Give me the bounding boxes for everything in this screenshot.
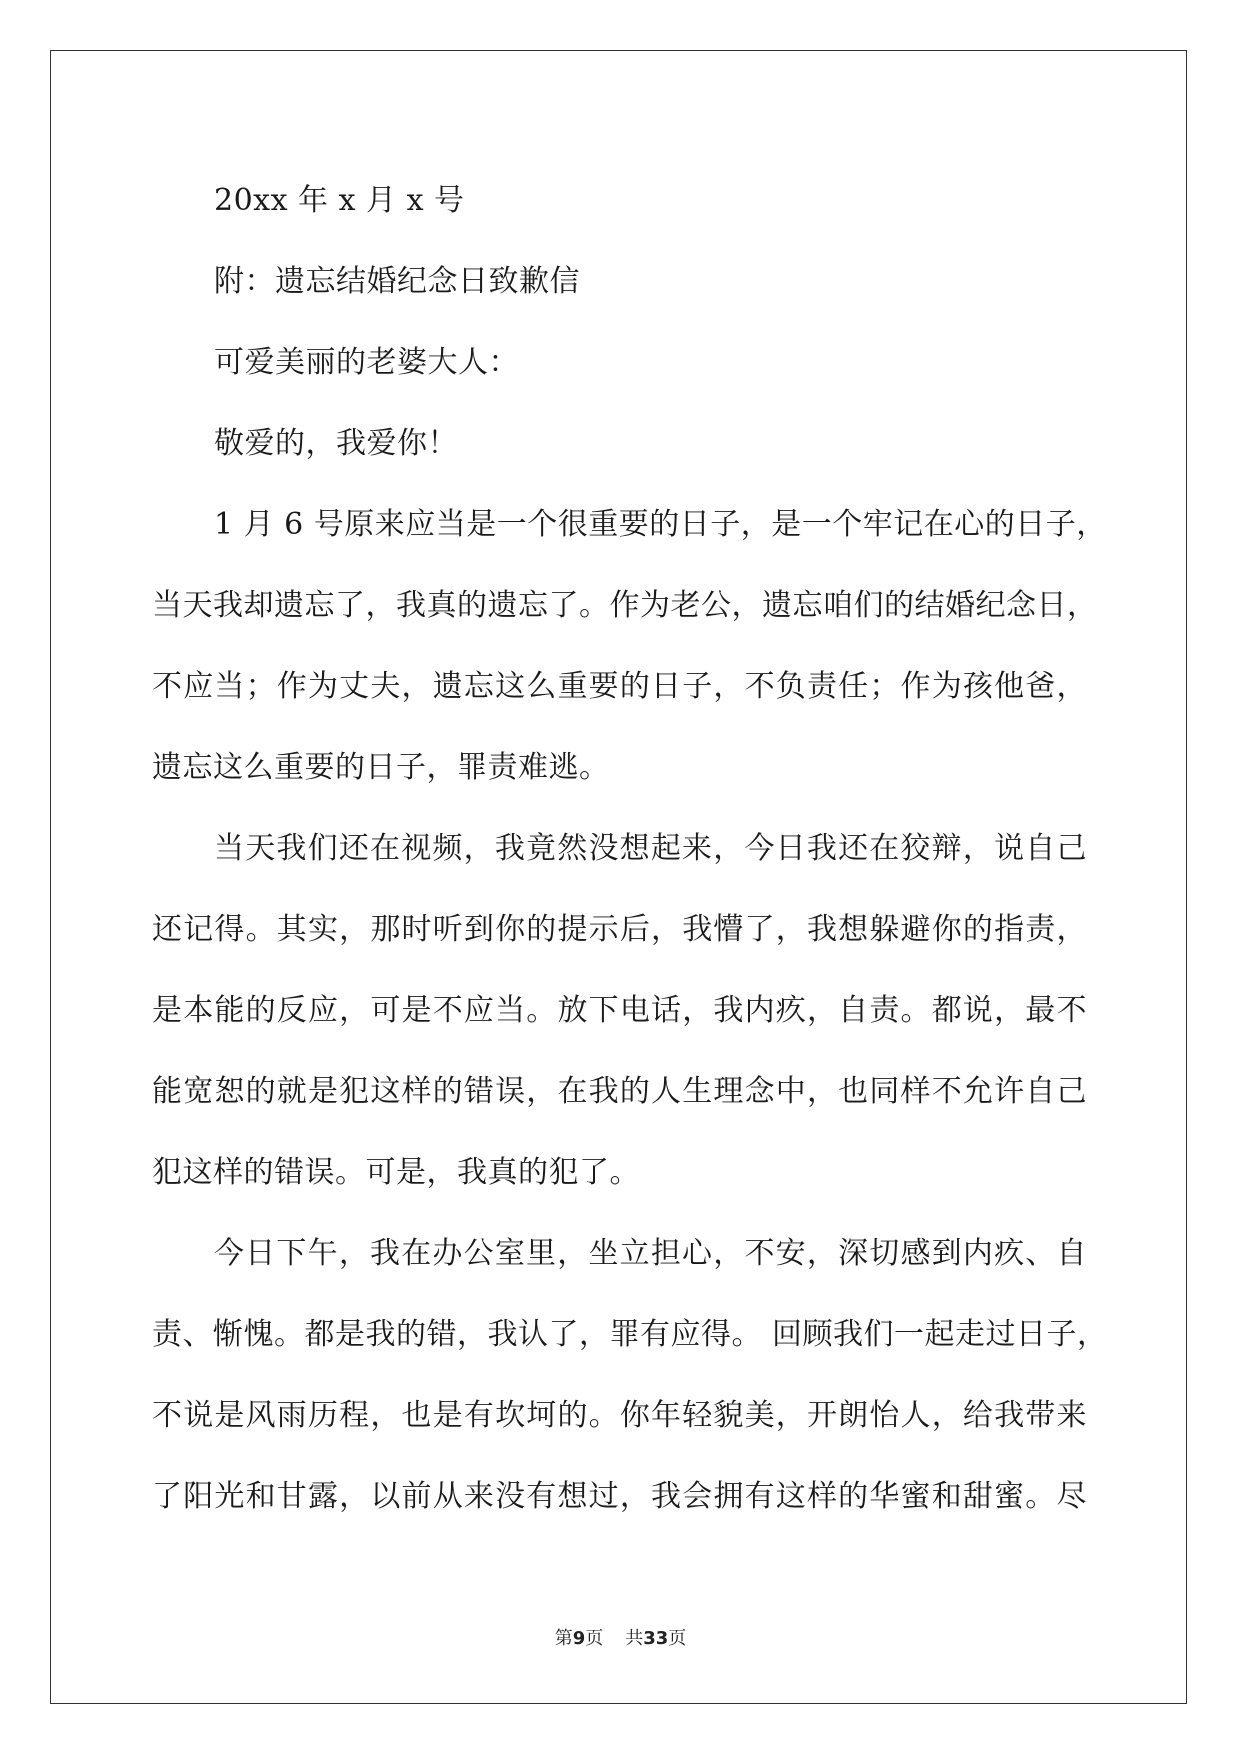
text-line: 了阳光和甘露，以前从来没有想过，我会拥有这样的华蜜和甜蜜。尽 <box>152 1479 1087 1514</box>
text-line: 不说是风雨历程，也是有坎坷的。你年轻貌美，开朗怡人，给我带来 <box>152 1398 1087 1433</box>
footer-total-suffix: 页 <box>668 1628 687 1649</box>
text-line: 1 月 6 号原来应当是一个很重要的日子，是一个牢记在心的日子， <box>214 507 1107 542</box>
text-line: 当天我们还在视频，我竟然没想起来，今日我还在狡辩，说自己 <box>214 831 1087 866</box>
footer-total-pages: 33 <box>643 1628 669 1649</box>
footer-page-suffix: 页 <box>585 1628 604 1649</box>
text-line: 附：遗忘结婚纪念日致歉信 <box>214 264 580 299</box>
text-line: 是本能的反应，可是不应当。放下电话，我内疚，自责。都说，最不 <box>152 993 1087 1028</box>
text-line: 犯这样的错误。可是，我真的犯了。 <box>152 1155 640 1190</box>
text-line: 可爱美丽的老婆大人： <box>214 345 519 380</box>
document-body <box>152 160 1108 1537</box>
page-footer <box>0 1624 1241 1650</box>
text-line: 还记得。其实，那时听到你的提示后，我懵了，我想躲避你的指责， <box>152 912 1087 947</box>
text-line: 敬爱的，我爱你！ <box>214 426 458 461</box>
text-line: 今日下午，我在办公室里，坐立担心，不安，深切感到内疚、自 <box>214 1236 1087 1271</box>
text-line: 遗忘这么重要的日子，罪责难逃。 <box>152 750 610 785</box>
footer-page-number: 9 <box>572 1628 586 1649</box>
footer-page-prefix: 第 <box>554 1628 573 1649</box>
text-line: 责、惭愧。都是我的错，我认了，罪有应得。 回顾我们一起走过日子， <box>152 1317 1108 1352</box>
footer-total-prefix: 共 <box>625 1628 644 1649</box>
text-line: 不应当；作为丈夫，遗忘这么重要的日子，不负责任；作为孩他爸， <box>152 669 1087 704</box>
text-line: 当天我却遗忘了，我真的遗忘了。作为老公，遗忘咱们的结婚纪念日， <box>152 588 1098 623</box>
text-line: 能宽恕的就是犯这样的错误，在我的人生理念中，也同样不允许自己 <box>152 1074 1087 1109</box>
text-line: 20xx 年 x 月 x 号 <box>214 183 465 218</box>
